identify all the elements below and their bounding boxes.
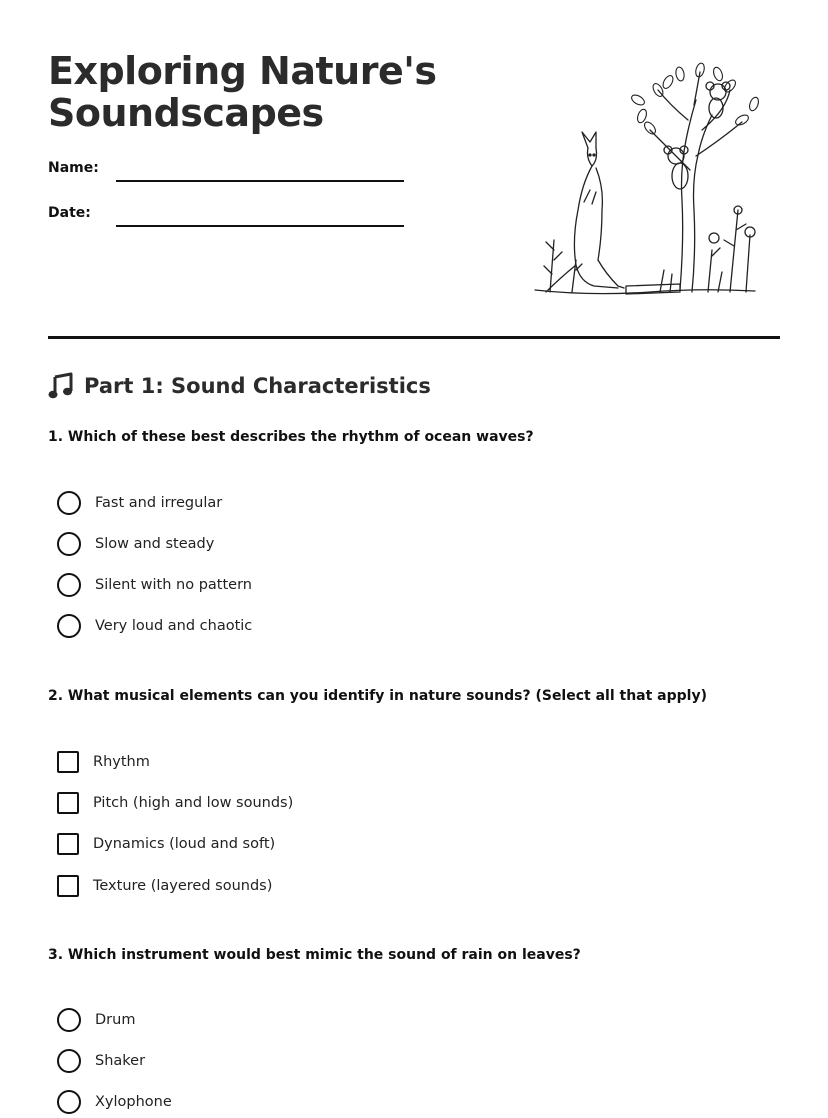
option-label: Shaker bbox=[95, 1053, 146, 1069]
q3-option[interactable] bbox=[57, 1007, 135, 1033]
date-field[interactable] bbox=[116, 225, 404, 227]
date-label: Date: bbox=[48, 205, 91, 221]
question-2: 2. What musical elements can you identify in nature sounds? (Select all that apply) bbox=[48, 688, 707, 704]
checkbox[interactable] bbox=[57, 792, 79, 814]
radio-button[interactable] bbox=[57, 614, 81, 638]
music-note-icon bbox=[48, 372, 74, 400]
checkbox[interactable] bbox=[57, 875, 79, 897]
option-label: Very loud and chaotic bbox=[95, 618, 253, 634]
option-label: Fast and irregular bbox=[95, 495, 223, 511]
q2-option[interactable] bbox=[57, 873, 272, 899]
section-divider bbox=[48, 336, 780, 339]
option-label: Slow and steady bbox=[95, 536, 215, 552]
option-label: Xylophone bbox=[95, 1094, 172, 1110]
option-label: Rhythm bbox=[93, 754, 150, 770]
option-label: Silent with no pattern bbox=[95, 577, 252, 593]
option-label: Pitch (high and low sounds) bbox=[93, 795, 294, 811]
radio-button[interactable] bbox=[57, 1049, 81, 1073]
q2-option[interactable] bbox=[57, 790, 293, 816]
part1-title: Part 1: Sound Characteristics bbox=[84, 374, 431, 398]
question-3: 3. Which instrument would best mimic the sound of rain on leaves? bbox=[48, 947, 581, 963]
q2-option[interactable] bbox=[57, 831, 275, 857]
q1-option[interactable] bbox=[57, 572, 252, 598]
q3-option[interactable] bbox=[57, 1089, 172, 1115]
radio-button[interactable] bbox=[57, 532, 81, 556]
q2-option[interactable] bbox=[57, 749, 150, 775]
checkbox[interactable] bbox=[57, 751, 79, 773]
name-label: Name: bbox=[48, 160, 99, 176]
checkbox[interactable] bbox=[57, 833, 79, 855]
q1-option[interactable] bbox=[57, 613, 252, 639]
option-label: Dynamics (loud and soft) bbox=[93, 836, 276, 852]
kangaroo-koala-illustration bbox=[530, 60, 770, 305]
q1-option[interactable] bbox=[57, 490, 222, 516]
question-1: 1. Which of these best describes the rhythm of ocean waves? bbox=[48, 429, 534, 445]
q3-option[interactable] bbox=[57, 1048, 145, 1074]
radio-button[interactable] bbox=[57, 491, 81, 515]
radio-button[interactable] bbox=[57, 573, 81, 597]
option-label: Drum bbox=[95, 1012, 136, 1028]
q1-option[interactable] bbox=[57, 531, 214, 557]
radio-button[interactable] bbox=[57, 1008, 81, 1032]
radio-button[interactable] bbox=[57, 1090, 81, 1114]
name-field[interactable] bbox=[116, 180, 404, 182]
part1-heading bbox=[48, 372, 431, 400]
option-label: Texture (layered sounds) bbox=[93, 878, 273, 894]
worksheet-title: Exploring Nature's Soundscapes bbox=[48, 49, 437, 135]
